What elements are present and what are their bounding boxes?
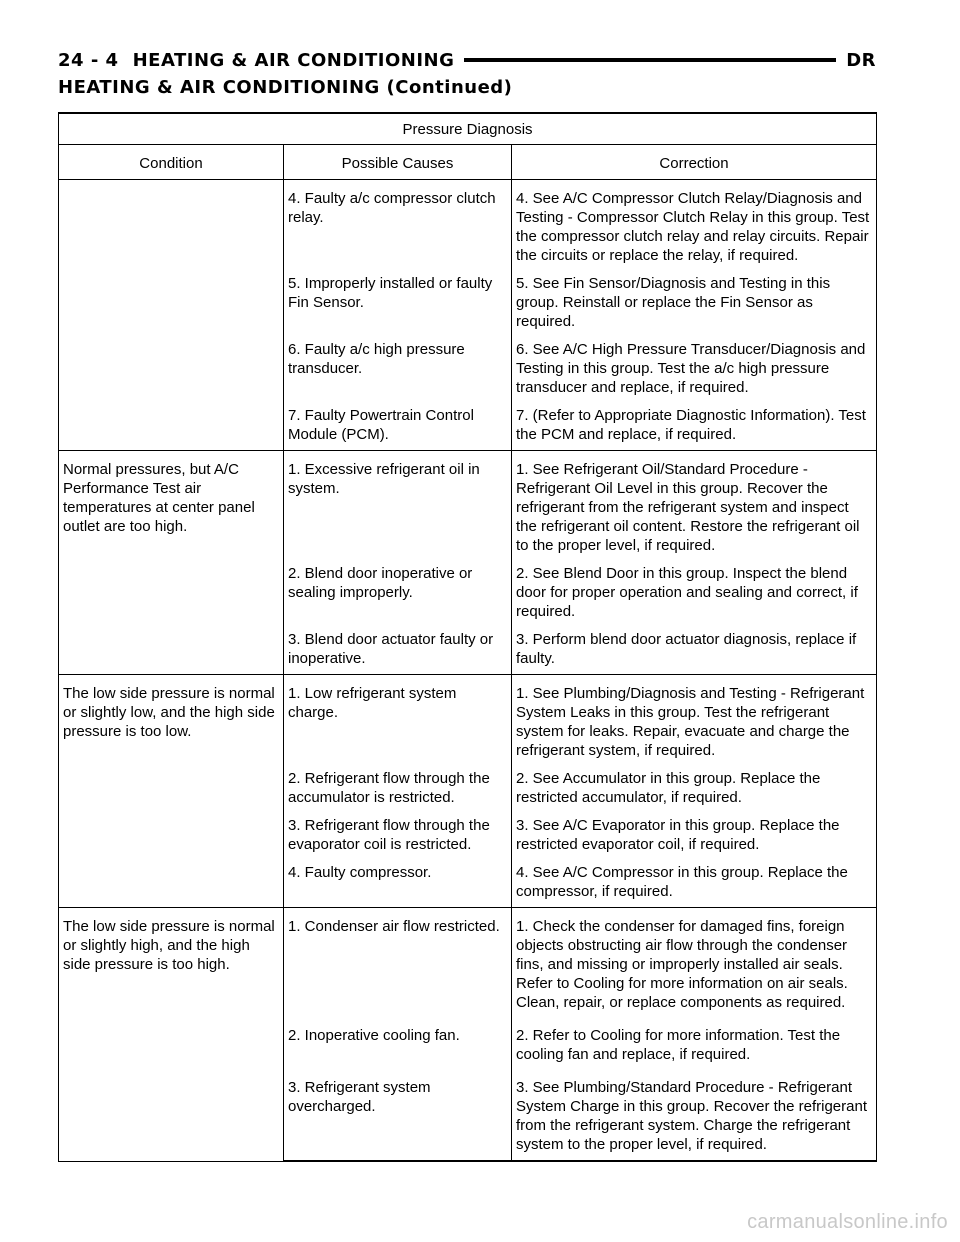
condition-cell: The low side pressure is normal or slightly low, and the high side pressure is too low. [59,675,284,908]
correction-cell: 2. Refer to Cooling for more information. Test the cooling fan and replace, if required. [512,1012,877,1064]
section-title: HEATING & AIR CONDITIONING [132,49,455,71]
cause-cell: 3. Refrigerant system overcharged. [284,1064,512,1161]
correction-cell: 1. See Refrigerant Oil/Standard Procedure - Refrigerant Oil Level in this group. Recover the refrigerant from the refrigerant system and inspect the refrigerant oil content. Restore the refrigerant oil to the proper level, if required. [512,451,877,556]
column-header-condition: Condition [59,145,284,180]
cause-cell: 1. Condenser air flow restricted. [284,908,512,1013]
cause-cell: 1. Low refrigerant system charge. [284,675,512,761]
correction-cell: 6. See A/C High Pressure Transducer/Diagnosis and Testing in this group. Test the a/c high pressure transducer and replace, if required. [512,331,877,397]
correction-cell: 1. See Plumbing/Diagnosis and Testing - Refrigerant System Leaks in this group. Test the refrigerant system for leaks. Repair, evacuate and charge the refrigerant system, if required. [512,675,877,761]
page-subtitle: HEATING & AIR CONDITIONING (Continued) [58,77,513,98]
cause-cell: 1. Excessive refrigerant oil in system. [284,451,512,556]
cause-cell: 4. Faulty compressor. [284,854,512,908]
model-code: DR [846,49,876,71]
table-row [59,180,877,266]
cause-cell: 3. Blend door actuator faulty or inoperative. [284,621,512,675]
correction-cell: 7. (Refer to Appropriate Diagnostic Information). Test the PCM and replace, if required. [512,397,877,451]
correction-cell: 2. See Blend Door in this group. Inspect the blend door for proper operation and sealing and correct, if required. [512,555,877,621]
correction-cell: 4. See A/C Compressor in this group. Replace the compressor, if required. [512,854,877,908]
correction-cell: 3. See A/C Evaporator in this group. Replace the restricted evaporator coil, if required. [512,807,877,854]
cause-cell: 5. Improperly installed or faulty Fin Sensor. [284,265,512,331]
table-title: Pressure Diagnosis [59,113,877,145]
condition-cell: The low side pressure is normal or slightly high, and the high side pressure is too high. [59,908,284,1162]
correction-cell: 2. See Accumulator in this group. Replace the restricted accumulator, if required. [512,760,877,807]
watermark: carmanualsonline.info [747,1211,948,1233]
cause-cell: 4. Faulty a/c compressor clutch relay. [284,180,512,266]
column-header-causes: Possible Causes [284,145,512,180]
cause-cell: 2. Refrigerant flow through the accumulator is restricted. [284,760,512,807]
correction-cell: 3. See Plumbing/Standard Procedure - Refrigerant System Charge in this group. Recover the refrigerant from the refrigerant system. Charge the refrigerant system to the proper level, if required. [512,1064,877,1161]
table-body [59,180,877,1162]
pressure-diagnosis-table [58,112,877,1162]
table-row [59,908,877,1013]
page-number: 24 - 4 [58,49,119,71]
table-row [59,675,877,761]
condition-cell [59,180,284,451]
condition-cell: Normal pressures, but A/C Performance Test air temperatures at center panel outlet are too high. [59,451,284,675]
correction-cell: 3. Perform blend door actuator diagnosis, replace if faulty. [512,621,877,675]
page-header [58,47,876,73]
cause-cell: 6. Faulty a/c high pressure transducer. [284,331,512,397]
correction-cell: 4. See A/C Compressor Clutch Relay/Diagnosis and Testing - Compressor Clutch Relay in this group. Test the compressor clutch relay and relay circuits. Repair the circuits or replace the relay, if required. [512,180,877,266]
header-rule [464,58,836,62]
table-row [59,451,877,556]
cause-cell: 7. Faulty Powertrain Control Module (PCM). [284,397,512,451]
cause-cell: 3. Refrigerant flow through the evaporator coil is restricted. [284,807,512,854]
correction-cell: 1. Check the condenser for damaged fins, foreign objects obstructing air flow through the condenser fins, and missing or improperly installed air seals. Refer to Cooling for more information on air seals. Clean, repair, or replace components as required. [512,908,877,1013]
cause-cell: 2. Blend door inoperative or sealing improperly. [284,555,512,621]
correction-cell: 5. See Fin Sensor/Diagnosis and Testing in this group. Reinstall or replace the Fin Sensor as required. [512,265,877,331]
cause-cell: 2. Inoperative cooling fan. [284,1012,512,1064]
column-header-correction: Correction [512,145,877,180]
